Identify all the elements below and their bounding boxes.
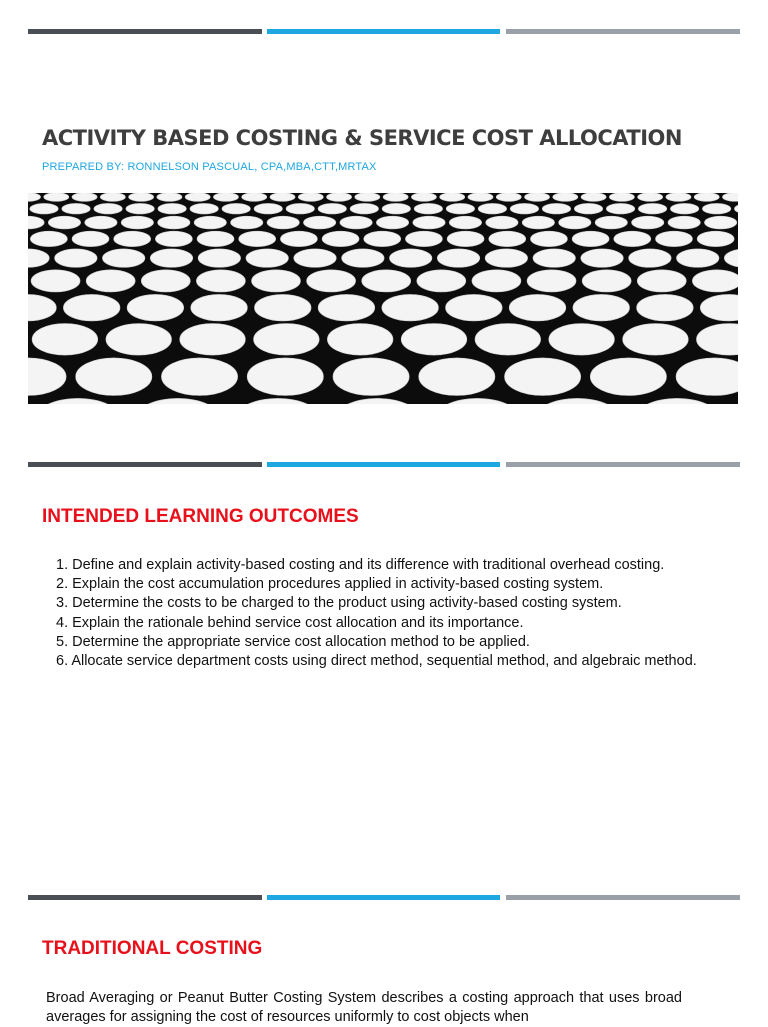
section-heading: INTENDED LEARNING OUTCOMES [42,506,359,527]
accent-bar-blue [267,462,500,467]
accent-bar-gray [506,29,740,34]
list-item: 6. Allocate service department costs using direct method, sequential method, and algebraic method. [56,653,697,670]
accent-bar-gray [506,895,740,900]
section-heading: TRADITIONAL COSTING [42,938,263,959]
hero-image [28,193,738,404]
slide-title: ACTIVITY BASED COSTING & SERVICE COST ALLOCATION [42,126,682,150]
white-dots-pattern [28,193,738,404]
accent-bar-dark [28,895,262,900]
accent-bar-blue [267,895,500,900]
accent-bar-gray [506,462,740,467]
accent-bar-dark [28,29,262,34]
list-item: 5. Determine the appropriate service cost allocation method to be applied. [56,633,530,650]
list-item: 4. Explain the rationale behind service cost allocation and its importance. [56,614,524,631]
body-paragraph: Broad Averaging or Peanut Butter Costing System describes a costing approach that uses broad averages for assigning the cost of resources uniformly to cost objects when [46,990,682,1025]
list-item: 1. Define and explain activity-based costing and its difference with traditional overhead costing. [56,557,665,573]
list-item: 2. Explain the cost accumulation procedures applied in activity-based costing system. [56,576,604,593]
accent-bar-blue [267,29,500,34]
outcomes-list [56,556,740,671]
accent-bar-dark [28,462,262,467]
slide-subtitle: PREPARED BY: RONNELSON PASCUAL, CPA,MBA,CTT,MRTAX [42,161,377,173]
list-item: 3. Determine the costs to be charged to the product using activity-based costing system. [56,595,622,612]
